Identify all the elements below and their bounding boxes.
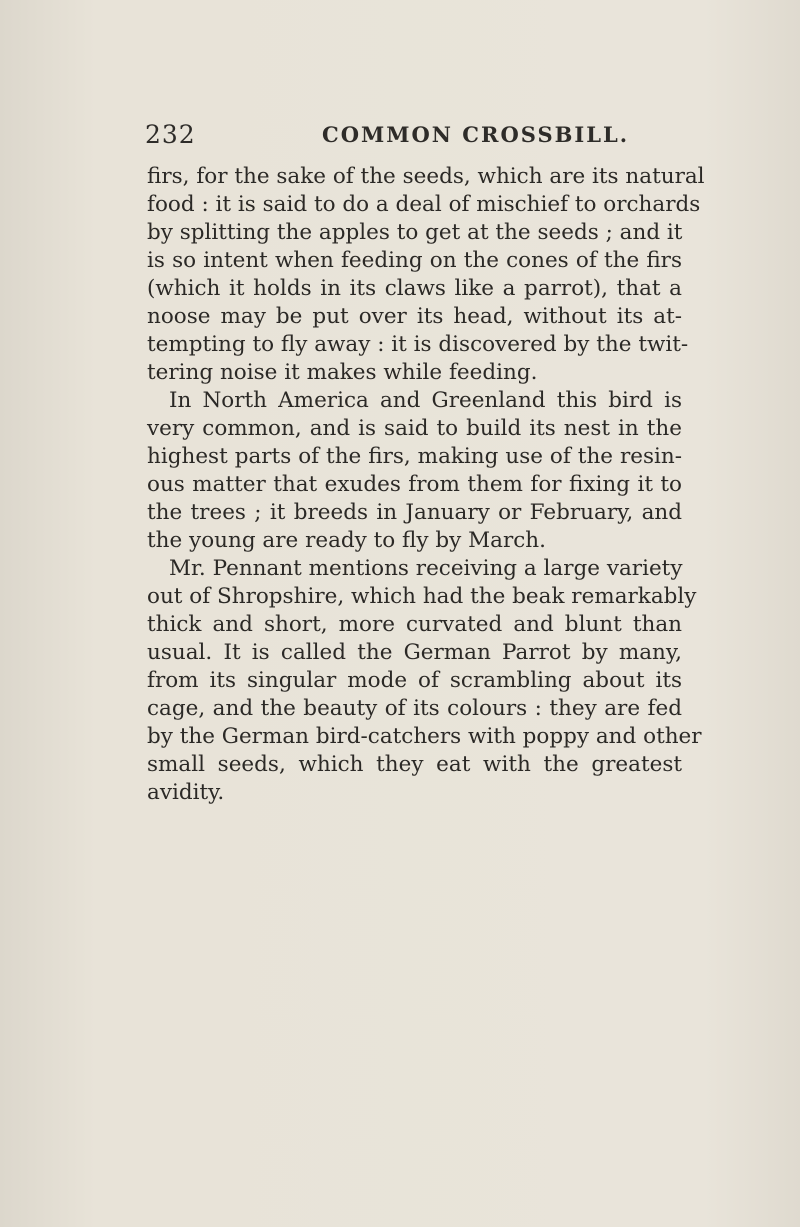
text-line: tempting to fly away : it is discovered by the twit-	[147, 332, 689, 357]
text-line: ous matter that exudes from them for fixing it to	[147, 472, 682, 497]
text-line: (which it holds in its claws like a parrot), that a	[147, 276, 682, 301]
text-line: food : it is said to do a deal of mischief to orchards	[147, 192, 701, 217]
text-line: noose may be put over its head, without its at-	[147, 304, 682, 329]
text-line: the young are ready to fly by March.	[147, 528, 546, 553]
text-line: In North America and Greenland this bird is	[169, 388, 682, 413]
page-number: 232	[145, 120, 196, 149]
text-line: small seeds, which they eat with the greatest	[147, 752, 682, 777]
text-line: by splitting the apples to get at the seeds ; and it	[147, 220, 683, 245]
text-line: firs, for the sake of the seeds, which are its natural	[147, 164, 705, 189]
text-line: highest parts of the firs, making use of the resin-	[147, 444, 682, 469]
text-line: by the German bird-catchers with poppy and other	[147, 724, 702, 749]
text-line: cage, and the beauty of its colours : they are fed	[147, 696, 682, 721]
page-header	[145, 120, 700, 154]
text-line: from its singular mode of scrambling about its	[147, 668, 682, 693]
text-line: very common, and is said to build its nest in the	[147, 416, 682, 441]
text-line: avidity.	[147, 780, 225, 805]
text-line: tering noise it makes while feeding.	[147, 360, 538, 385]
text-line: out of Shropshire, which had the beak remarkably	[147, 584, 697, 609]
text-line: usual. It is called the German Parrot by many,	[147, 640, 682, 665]
text-line: thick and short, more curvated and blunt than	[147, 612, 682, 637]
text-line: the trees ; it breeds in January or February, and	[147, 500, 682, 525]
body-text	[147, 163, 705, 807]
running-title: COMMON CROSSBILL.	[322, 122, 630, 147]
text-line: Mr. Pennant mentions receiving a large variety	[169, 556, 683, 581]
text-line: is so intent when feeding on the cones of the firs	[147, 248, 682, 273]
